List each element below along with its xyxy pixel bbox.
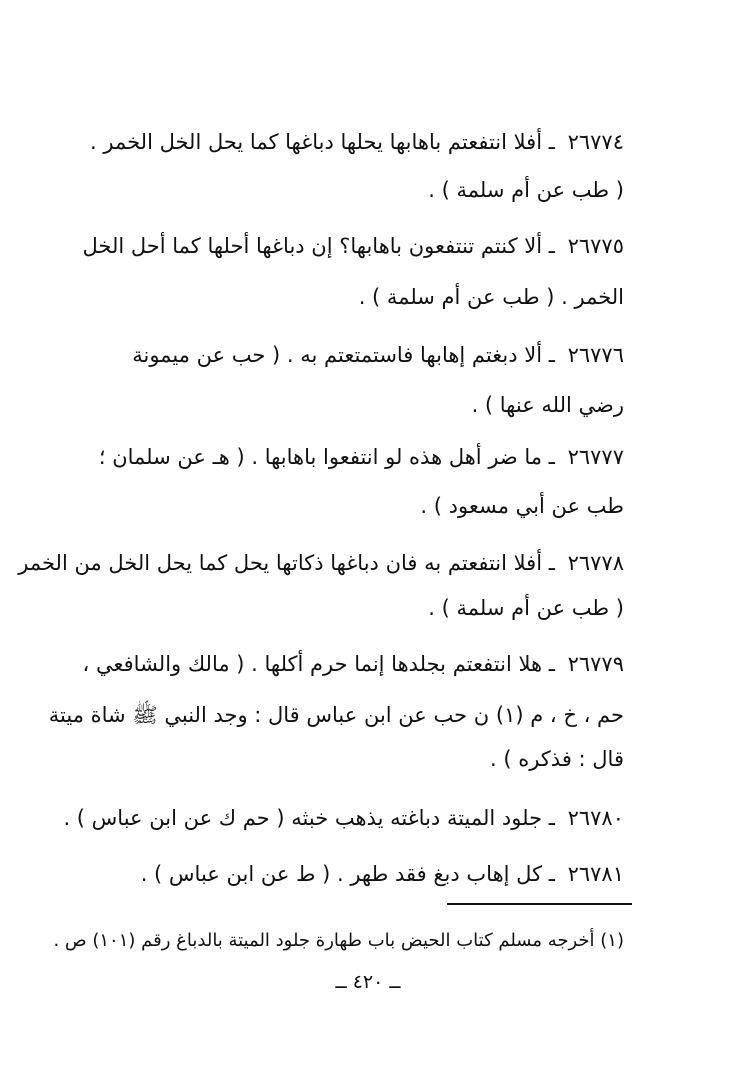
entry-text: جلود الميتة دباغته يذهب خبثه ( حم ك عن ابن عباس ) . bbox=[63, 806, 543, 830]
entry-number: ٢٦٧٨٠ bbox=[567, 806, 624, 830]
entry-number: ٢٦٧٧٨ bbox=[567, 551, 624, 575]
entry-line bbox=[48, 701, 624, 729]
entry-number: ٢٦٧٨١ bbox=[567, 862, 624, 886]
entry-separator: ـ bbox=[548, 234, 555, 258]
entry-separator: ـ bbox=[548, 652, 555, 676]
entry-separator: ـ bbox=[548, 130, 555, 154]
entry-text: أفلا انتفعتم باهابها يحلها دباغها كما يحل الخل الخمر . bbox=[90, 130, 543, 154]
entry-line bbox=[104, 594, 624, 622]
entry-number: ٢٦٧٧٩ bbox=[567, 652, 624, 676]
entry-line bbox=[104, 176, 624, 204]
entry-line bbox=[82, 232, 624, 260]
entry-line bbox=[63, 804, 624, 832]
entry-number: ٢٦٧٧٧ bbox=[567, 445, 624, 469]
entry-line bbox=[104, 745, 624, 773]
entry-text: طب عن أبي مسعود ) . bbox=[420, 494, 624, 518]
entry-text: قال : فذكره ) . bbox=[490, 747, 624, 771]
entry-text: ما ضر أهل هذه لو انتفعوا باهابها . ( هـ عن سلمان ؛ bbox=[98, 445, 543, 469]
entry-line bbox=[82, 650, 624, 678]
entry-text: ( طب عن أم سلمة ) . bbox=[428, 596, 624, 620]
entry-line bbox=[104, 341, 624, 369]
entry-line bbox=[98, 443, 624, 471]
entry-line bbox=[104, 283, 624, 311]
entry-text: الخمر . ( طب عن أم سلمة ) . bbox=[358, 285, 624, 309]
entry-separator: ـ bbox=[548, 806, 555, 830]
entry-text: ( طب عن أم سلمة ) . bbox=[428, 178, 624, 202]
entry-text: رضي الله عنها ) . bbox=[471, 393, 624, 417]
entry-separator: ـ bbox=[548, 551, 555, 575]
entry-separator: ـ bbox=[548, 445, 555, 469]
entry-text: ألا دبغتم إهابها فاستمتعتم به . ( حب عن ميمونة bbox=[132, 343, 543, 367]
entry-separator: ـ bbox=[548, 343, 555, 367]
entry-text: كل إهاب دبغ فقد طهر . ( ط عن ابن عباس ) . bbox=[140, 862, 543, 886]
entry-number: ٢٦٧٧٦ bbox=[567, 343, 624, 367]
entry-text: ألا كنتم تنتفعون باهابها؟ إن دباغها أحلها كما أحل الخل bbox=[82, 234, 543, 258]
entry-line bbox=[90, 128, 624, 156]
entry-separator: ـ bbox=[548, 862, 555, 886]
entry-number: ٢٦٧٧٥ bbox=[567, 234, 624, 258]
footnote: (١) أخرجه مسلم كتاب الحيض باب طهارة جلود الميتة بالدباغ رقم (١٠١) ص . bbox=[53, 930, 624, 951]
footnote-divider bbox=[447, 903, 632, 905]
entry-text: حم ، خ ، م (١) ن حب عن ابن عباس قال : وجد النبي ﷺ شاة ميتة bbox=[48, 703, 624, 727]
entry-number: ٢٦٧٧٤ bbox=[567, 130, 624, 154]
entry-line bbox=[104, 860, 624, 888]
entry-text: أفلا انتفعتم به فان دباغها ذكاتها يحل كما يحل الخل من الخمر bbox=[18, 551, 543, 575]
entry-text: هلا انتفعتم بجلدها إنما حرم أكلها . ( مالك والشافعي ، bbox=[82, 652, 543, 676]
entry-line bbox=[18, 549, 624, 577]
page-number: ــ ٤٢٠ ــ bbox=[335, 971, 401, 993]
entry-line bbox=[104, 492, 624, 520]
entry-line bbox=[104, 391, 624, 419]
